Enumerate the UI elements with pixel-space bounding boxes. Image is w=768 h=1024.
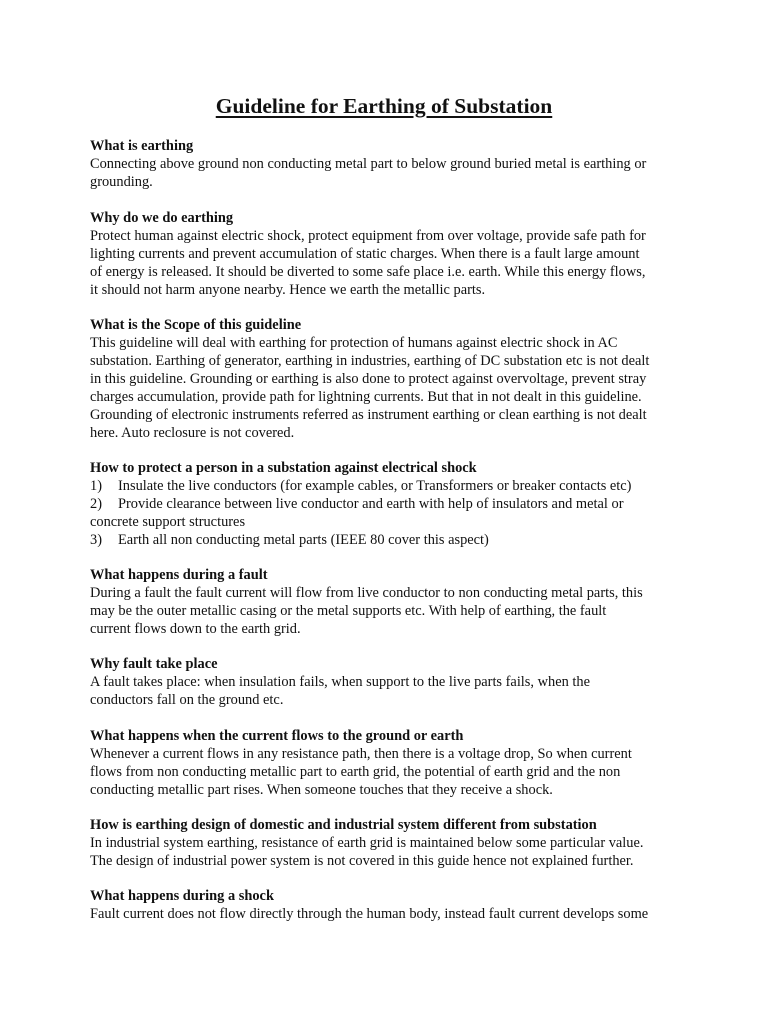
- paragraph-line: here. Auto reclosure is not covered.: [90, 425, 295, 441]
- paragraph-line: Connecting above ground non conducting metal part to below ground buried metal is earthing or: [90, 156, 647, 172]
- paragraph-line: charges accumulation, provide path for lightning currents. But that in not dealt in this guideline.: [90, 389, 642, 405]
- section-during-fault: [90, 566, 690, 638]
- section-why-earthing: [90, 209, 690, 299]
- section-heading: What happens when the current flows to the ground or earth: [90, 728, 464, 744]
- section-heading: Why fault take place: [90, 656, 218, 672]
- section-heading: Why do we do earthing: [90, 210, 234, 226]
- paragraph-line: A fault takes place: when insulation fails, when support to the live parts fails, when the: [90, 674, 590, 690]
- list-number: 1): [90, 478, 102, 494]
- paragraph-line: Fault current does not flow directly through the human body, instead fault current develops some: [90, 906, 649, 922]
- section-heading: What happens during a shock: [90, 888, 274, 904]
- paragraph-line: This guideline will deal with earthing for protection of humans against electric shock in AC: [90, 335, 618, 351]
- paragraph-line: in this guideline. Grounding or earthing is also done to protect against overvoltage, prevent stray: [90, 371, 647, 387]
- section-domestic-industrial: [90, 816, 690, 870]
- section-heading: What is the Scope of this guideline: [90, 317, 302, 333]
- list-item: [90, 495, 690, 513]
- section-scope: [90, 316, 690, 442]
- list-item-text: Earth all non conducting metal parts (IEEE 80 cover this aspect): [118, 532, 489, 548]
- list-item: [90, 531, 690, 549]
- section-during-shock: [90, 887, 690, 923]
- section-heading: How is earthing design of domestic and industrial system different from substation: [90, 817, 597, 833]
- section-heading: What happens during a fault: [90, 567, 268, 583]
- section-what-is-earthing: [90, 137, 690, 191]
- paragraph-line: it should not harm anyone nearby. Hence we earth the metallic parts.: [90, 282, 486, 298]
- paragraph-line: Protect human against electric shock, protect equipment from over voltage, provide safe path for: [90, 228, 646, 244]
- list-item: [90, 477, 690, 495]
- paragraph-line: The design of industrial power system is not covered in this guide hence not explained further.: [90, 853, 634, 869]
- paragraph-line: may be the outer metallic casing or the metal supports etc. With help of earthing, the fault: [90, 603, 607, 619]
- paragraph-line: Grounding of electronic instruments referred as instrument earthing or clean earthing is not dealt: [90, 407, 647, 423]
- paragraph-line: conducting metallic part rises. When someone touches that they receive a shock.: [90, 782, 553, 798]
- paragraph-line: Whenever a current flows in any resistance path, then there is a voltage drop, So when current: [90, 746, 632, 762]
- section-protection: [90, 459, 690, 549]
- paragraph-line: In industrial system earthing, resistance of earth grid is maintained below some particular value.: [90, 835, 644, 851]
- paragraph-line: grounding.: [90, 174, 153, 190]
- paragraph-line: During a fault the fault current will flow from live conductor to non conducting metal parts, this: [90, 585, 643, 601]
- page-title: Guideline for Earthing of Substation: [215, 94, 553, 118]
- list-item-text: Insulate the live conductors (for example cables, or Transformers or breaker contacts etc): [118, 478, 632, 494]
- paragraph-line: of energy is released. It should be diverted to some safe place i.e. earth. While this energy flows,: [90, 264, 646, 280]
- paragraph-line: lighting currents and prevent accumulation of static charges. When there is a fault large amount: [90, 246, 640, 262]
- section-why-fault: [90, 655, 690, 709]
- paragraph-line: substation. Earthing of generator, earthing in industries, earthing of DC substation etc is not dealt: [90, 353, 650, 369]
- list-item-continuation: concrete support structures: [90, 514, 246, 530]
- list-number: 3): [90, 532, 102, 548]
- list-number: 2): [90, 496, 102, 512]
- section-current-to-ground: [90, 727, 690, 799]
- section-heading: How to protect a person in a substation against electrical shock: [90, 460, 477, 476]
- section-heading: What is earthing: [90, 138, 194, 154]
- paragraph-line: current flows down to the earth grid.: [90, 621, 301, 637]
- paragraph-line: conductors fall on the ground etc.: [90, 692, 284, 708]
- paragraph-line: flows from non conducting metallic part to earth grid, the potential of earth grid and the non: [90, 764, 621, 780]
- list-item-text: Provide clearance between live conductor and earth with help of insulators and metal or: [118, 496, 624, 512]
